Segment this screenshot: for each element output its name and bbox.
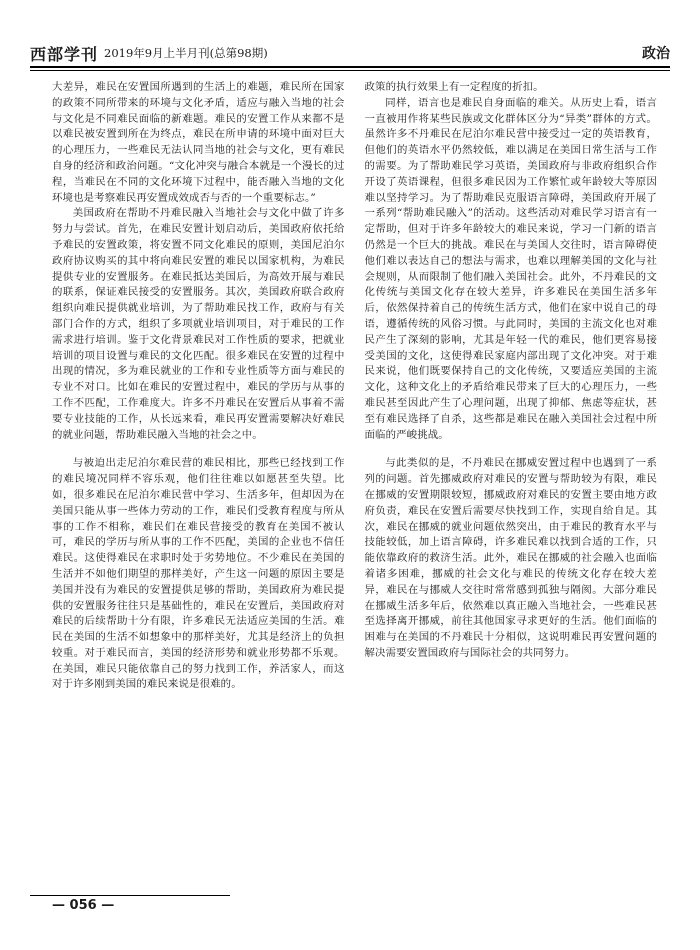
- footer-rule: [30, 895, 230, 896]
- paragraph: 大差异，难民在安置国所遇到的生活上的难题，难民所在国家的政策不同所带来的环境与文化矛盾，适应与融入当地的社会与文化是不同难民面临的新难题。难民的安置工作从来都不是以难民被安置到所在为终点，难民在所申请的环境中面对巨大的心理压力，一些难民无法认同当地的社会与文化，更有难民自身的经济和政治问题。“文化冲突与融合本就是一个漫长的过程，当难民在不同的文化环境下过程中，能否融入当地的文化环境也是考察难民再安置成效成否与否的一个重要标志。”: [52, 81, 345, 204]
- left-column: [52, 80, 345, 880]
- article-body: [52, 80, 657, 880]
- paragraph: 与被迫出走尼泊尔难民营的难民相比，那些已经找到工作的难民境况同样不容乐观，他们往往难以如愿甚至失望。比如，很多难民在尼泊尔难民营中学习、生活多年，但却因为在美国只能从事一些体力劳动的工作，难民们受教育程度与所从事的工作不相称，难民们在难民营接受的教育在美国不被认可，难民的学历与所从事的工作不匹配，美国的企业也不信任难民。这使得难民在求职时处于劣势地位。不少难民在美国的生活并不如他们期望的那样美好，产生这一问题的原因主要是美国并没有为难民的安置提供足够的帮助，美国政府为难民提供的安置服务往往只是基础性的，难民在安置后，美国政府对难民的后续帮助十分有限，许多难民无法适应美国的生活。难民在美国的生活不如想象中的那样美好，尤其是经济上的负担较重。对于难民而言，美国的经济形势和就业形势都不乐观。在美国，难民只能依靠自己的努力找到工作，养活家人，而这对于许多刚到美国的难民来说是很难的。: [52, 457, 345, 691]
- page-header: [30, 40, 670, 66]
- header-rule: [30, 66, 670, 68]
- journal-logo: 西部学刊: [30, 44, 99, 64]
- paragraph: 同样，语言也是难民自身面临的难关。从历史上看，语言一直被用作将某些民族或文化群体区分为“异类”群体的方式。虽然许多不丹难民在尼泊尔难民营中接受过一定的英语教育，但他们的英语水平仍然较低，难以满足在美国日常生活与工作的需要。为了帮助难民学习英语，美国政府与非政府组织合作开设了英语课程，但很多难民因为工作繁忙或年龄较大等原因难以坚持学习。为了帮助难民克服语言障碍，美国政府开展了一系列“帮助难民融入”的活动。这些活动对难民学习语言有一定帮助，但对于许多年龄较大的难民来说，学习一门新的语言仍然是一个巨大的挑战。难民在与美国人交往时，语言障碍使他们难以表达自己的想法与需求，也难以理解美国的文化与社会规则，从而限制了他们融入美国社会。此外，不丹难民的文化传统与美国文化存在较大差异，许多难民在美国生活多年后，依然保持着自己的传统生活方式，他们在家中说自己的母语，遵循传统的风俗习惯。与此同时，美国的主流文化也对难民产生了深刻的影响，尤其是年轻一代的难民，他们更容易接受美国的文化，这使得难民家庭内部出现了文化冲突。对于难民来说，他们既要保持自己的文化传统，又要适应美国的主流文化，这种文化上的矛盾给难民带来了巨大的心理压力，一些难民甚至因此产生了心理问题，出现了抑郁、焦虑等症状，甚至有难民选择了自杀，这些都是难民在融入美国社会过程中所面临的严峻挑战。: [364, 96, 657, 441]
- paragraph: 政策的执行效果上有一定程度的折扣。: [364, 81, 544, 93]
- paragraph: 美国政府在帮助不丹难民融入当地社会与文化中做了许多努力与尝试。首先，在难民安置计划启动后，美国政府依托给予难民的安置政策，将安置不同文化难民的原则，美国尼泊尔政府协议购买的其中将向难民安置的难民以国家机构，为难民提供专业的安置服务。在难民抵达美国后，为高效开展与难民的联系，保证难民接受的安置服务。其次，美国政府联合政府组织向难民提供就业培训，为了帮助难民找工作，政府与有关部门合作的方式，组织了多项就业培训项目，对于难民的工作需求进行培训。鉴于文化背景难民对工作性质的要求，把就业培训的项目设置与难民的文化匹配。很多难民在安置的过程中出现的情况，多为难民就业的工作和专业性质等方面与难民的专业不对口。比如在难民的安置过程中，难民的学历与从事的工作不匹配，工作难度大。许多不丹难民在安置后从事着不需要专业技能的工作，从长远来看，难民再安置需要解决好难民的就业问题，帮助难民融入当地的社会之中。: [52, 207, 345, 441]
- issue-info: 2019年9月上半月刊(总第98期): [104, 46, 268, 60]
- section-label: 政治: [642, 46, 670, 62]
- header-rule-thin: [30, 70, 670, 71]
- header-left: [30, 42, 268, 65]
- page-number: — 056 —: [52, 898, 115, 913]
- paragraph: 与此类似的是，不丹难民在挪威安置过程中也遇到了一系列的问题。首先挪威政府对难民的安置与帮助较为有限，难民在挪威的安置期限较短，挪威政府对难民的安置主要由地方政府负责，难民在安置后需要尽快找到工作，实现自给自足。其次，难民在挪威的就业问题依然突出，由于难民的教育水平与技能较低，加上语言障碍，许多难民难以找到合适的工作，只能依靠政府的救济生活。此外，难民在挪威的社会融入也面临着诸多困难，挪威的社会文化与难民的传统文化存在较大差异，难民在与挪威人交往时常常感到孤独与隔阂。大部分难民在挪威生活多年后，依然难以真正融入当地社会，一些难民甚至选择离开挪威，前往其他国家寻求更好的生活。他们面临的困难与在美国的不丹难民十分相似，这说明难民再安置问题的解决需要安置国政府与国际社会的共同努力。: [364, 457, 657, 659]
- right-column: [365, 80, 658, 880]
